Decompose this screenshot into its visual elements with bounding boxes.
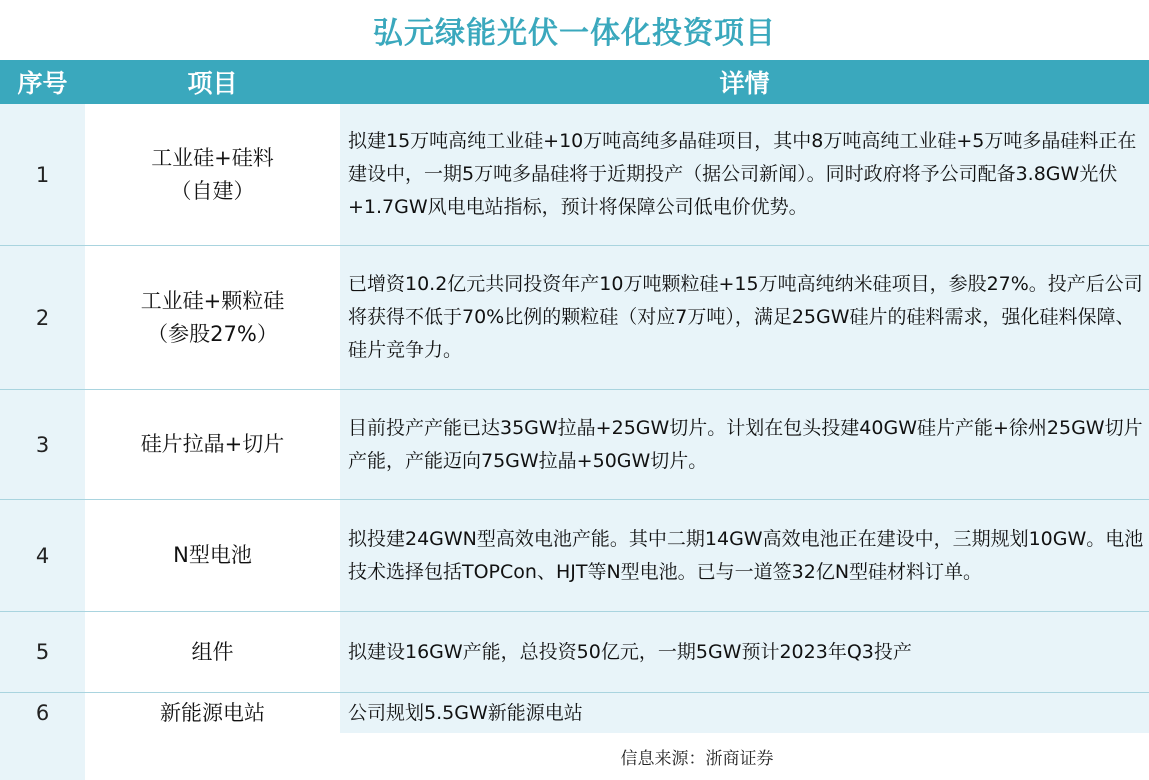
table-header bbox=[0, 60, 1149, 104]
row-item bbox=[85, 500, 340, 611]
table-row bbox=[0, 693, 1149, 733]
row-item bbox=[85, 390, 340, 499]
row-detail: 公司规划5.5GW新能源电站 bbox=[340, 693, 1149, 733]
row-number: 4 bbox=[0, 500, 85, 611]
row-item-line1: N型电池 bbox=[173, 543, 252, 567]
row-item-line2: （参股27%） bbox=[147, 321, 278, 346]
row-detail: 拟建15万吨高纯工业硅+10万吨高纯多晶硅项目，其中8万吨高纯工业硅+5万吨多晶硅料正在建设中，一期5万吨多晶硅将于近期投产（据公司新闻）。同时政府将予公司配备3.8GW光伏+1.7GW风电电站指标，预计将保障公司低电价优势。 bbox=[340, 104, 1149, 245]
table-row bbox=[0, 246, 1149, 389]
row-number: 3 bbox=[0, 390, 85, 499]
row-detail: 目前投产产能已达35GW拉晶+25GW切片。计划在包头投建40GW硅片产能+徐州25GW切片产能，产能迈向75GW拉晶+50GW切片。 bbox=[340, 390, 1149, 499]
row-detail: 已增资10.2亿元共同投资年产10万吨颗粒硅+15万吨高纯纳米硅项目，参股27%。投产后公司将获得不低于70%比例的颗粒硅（对应7万吨），满足25GW硅片的硅料需求，强化硅料保障、硅片竞争力。 bbox=[340, 246, 1149, 389]
row-number: 1 bbox=[0, 104, 85, 245]
row-item-line1: 工业硅+硅料 bbox=[151, 145, 274, 170]
row-detail: 拟建设16GW产能，总投资50亿元，一期5GW预计2023年Q3投产 bbox=[340, 612, 1149, 692]
row-number: 5 bbox=[0, 612, 85, 692]
row-item-line1: 硅片拉晶+切片 bbox=[140, 432, 285, 456]
row-item-line2: （自建） bbox=[170, 178, 255, 203]
source-row bbox=[0, 733, 1149, 780]
table-row bbox=[0, 104, 1149, 245]
table-row bbox=[0, 390, 1149, 499]
row-item bbox=[85, 612, 340, 692]
row-item bbox=[85, 693, 340, 733]
row-item-line1: 组件 bbox=[191, 639, 234, 664]
header-detail: 详情 bbox=[719, 69, 770, 98]
source-row-spacer bbox=[0, 733, 85, 780]
page-title: 弘元绿能光伏一体化投资项目 bbox=[373, 16, 776, 51]
row-item bbox=[85, 104, 340, 245]
row-detail: 拟投建24GWN型高效电池产能。其中二期14GW高效电池正在建设中，三期规划10GW。电池技术选择包括TOPCon、HJT等N型电池。已与一道签32亿N型硅材料订单。 bbox=[340, 500, 1149, 611]
row-number: 2 bbox=[0, 246, 85, 389]
row-item-line1: 工业硅+颗粒硅 bbox=[140, 288, 285, 313]
source-note: 信息来源：浙商证券 bbox=[85, 733, 1149, 780]
row-item bbox=[85, 246, 340, 389]
row-number: 6 bbox=[0, 693, 85, 733]
row-item-line1: 新能源电站 bbox=[160, 700, 265, 725]
header-item: 项目 bbox=[187, 69, 238, 98]
header-no: 序号 bbox=[17, 69, 68, 98]
table-row bbox=[0, 612, 1149, 692]
table-row bbox=[0, 500, 1149, 611]
